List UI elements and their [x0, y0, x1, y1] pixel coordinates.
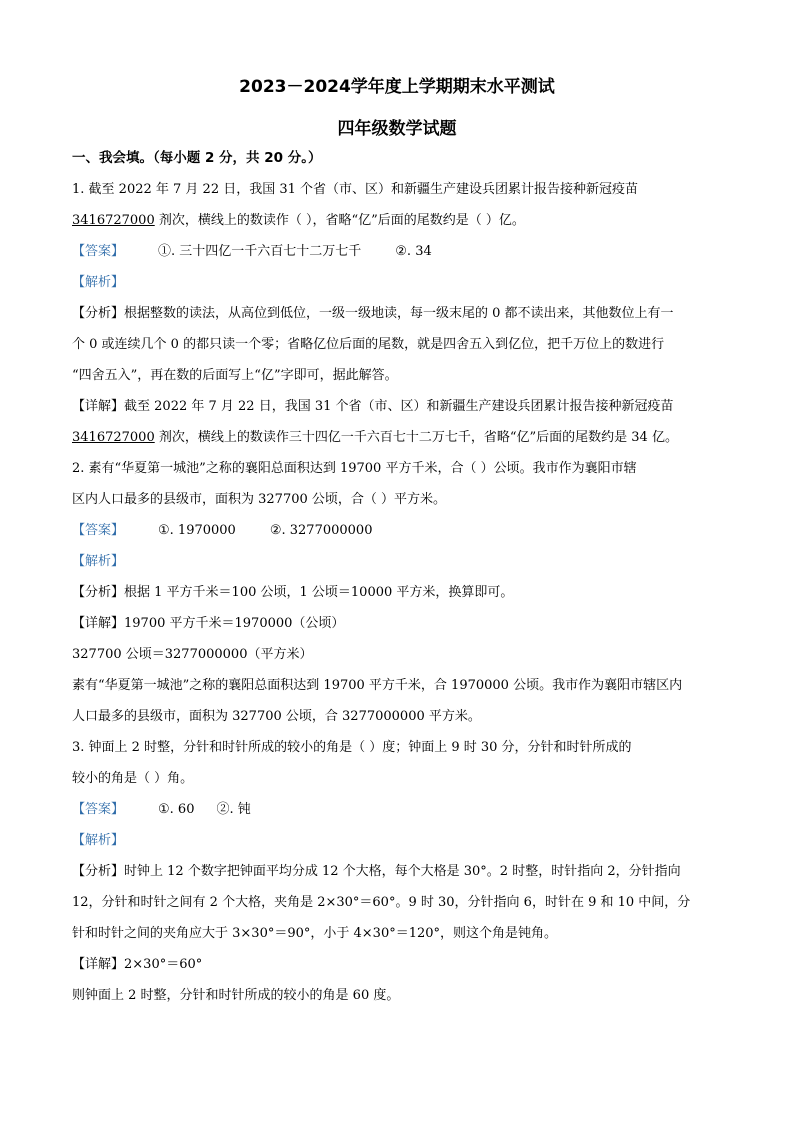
q1-detail-line1 [72, 391, 722, 422]
q1-detail-text1: 截至 2022 年 7 月 22 日，我国 31 个省（市、区）和新疆生产建设兵团累计报告接种新冠疫苗 [124, 399, 674, 414]
fenxi-tag: 【分析】 [72, 864, 125, 879]
q2-answer-1: ①. 1970000 [158, 523, 236, 538]
document-body [72, 143, 722, 1011]
q3-detail-line2: 则钟面上 2 时整，分针和时针所成的较小的角是 60 度。 [72, 988, 400, 1003]
q2-stem-line2: 区内人口最多的县级市，面积为 327700 公顷，合（ ）平方米。 [72, 492, 447, 507]
q2-detail-line2: 327700 公顷＝3277000000（平方米） [72, 647, 313, 662]
document-subtitle: 四年级数学试题 [337, 119, 457, 139]
q1-answer-2: ②. 34 [395, 244, 432, 259]
q1-fenxi-line3: “四舍五入”，再在数的后面写上“亿”字即可，据此解答。 [72, 368, 398, 383]
q3-answer-2: ②. 钝 [216, 802, 251, 817]
q2-fenxi-line1 [72, 577, 722, 608]
q2-answer [72, 515, 722, 546]
q1-stem-line1: 1. 截至 2022 年 7 月 22 日，我国 31 个省（市、区）和新疆生产建设兵团累计报告接种新冠疫苗 [72, 182, 639, 197]
q3-detail-text1: 2×30°＝60° [124, 957, 203, 972]
answer-tag: 【答案】 [72, 802, 125, 817]
q1-answer-1: ①. 三十四亿一千六百七十二万七千 [158, 244, 362, 259]
q3-detail-line1 [72, 949, 722, 980]
q1-detail-line2 [72, 422, 722, 453]
q3-fenxi-line3: 针和时针之间的夹角应大于 3×30°＝90°，小于 4×30°＝120°，则这个角是钝角。 [72, 926, 558, 941]
q3-stem-line2: 较小的角是（ ）角。 [72, 771, 194, 786]
section-heading: 一、我会填。（每小题 2 分，共 20 分。） [72, 150, 322, 166]
fenxi-tag: 【分析】 [72, 585, 125, 600]
q1-fenxi-line1 [72, 298, 722, 329]
q1-detail-rest: 剂次，横线上的数读作三十四亿一千六百七十二万七千，省略“亿”后面的尾数约是 34 亿。 [154, 430, 678, 445]
q1-stem-rest: 剂次，横线上的数读作（ ），省略“亿”后面的尾数约是（ ）亿。 [154, 213, 525, 228]
q3-stem-line1: 3. 钟面上 2 时整，分针和时针所成的较小的角是（ ）度；钟面上 9 时 30 分，分针和时针所成的 [72, 740, 632, 755]
detail-tag: 【详解】 [72, 957, 125, 972]
q2-analysis-tag: 【解析】 [72, 554, 125, 569]
detail-tag: 【详解】 [72, 616, 125, 631]
q1-answer [72, 236, 722, 267]
q2-fenxi-text1: 根据 1 平方千米＝100 公顷，1 公顷＝10000 平方米，换算即可。 [124, 585, 514, 600]
q2-detail-line1 [72, 608, 722, 639]
q1-detail-number: 3416727000 [72, 430, 155, 445]
q2-answer-2: ②. 3277000000 [269, 523, 373, 538]
q3-fenxi-line2: 12，分针和时针之间有 2 个大格，夹角是 2×30°＝60°。9 时 30，分针指向 6，时针在 9 和 10 中间，分 [72, 895, 691, 910]
q2-detail-text1: 19700 平方千米＝1970000（公顷） [124, 616, 345, 631]
q1-analysis-tag: 【解析】 [72, 275, 125, 290]
q3-fenxi-line1 [72, 856, 722, 887]
q1-fenxi-text1: 根据整数的读法，从高位到低位，一级一级地读，每一级末尾的 0 都不读出来，其他数位上有一 [124, 306, 674, 321]
answer-tag: 【答案】 [72, 244, 125, 259]
q2-detail-line3: 素有“华夏第一城池”之称的襄阳总面积达到 19700 平方千米，合 1970000 公顷。我市作为襄阳市辖区内 [72, 678, 683, 693]
q1-number: 3416727000 [72, 213, 155, 228]
q3-fenxi-text1: 时钟上 12 个数字把钟面平均分成 12 个大格，每个大格是 30°。2 时整，时针指向 2，分针指向 [124, 864, 681, 879]
q3-analysis-tag: 【解析】 [72, 833, 125, 848]
q2-detail-line4: 人口最多的县级市，面积为 327700 公顷，合 3277000000 平方米。 [72, 709, 481, 724]
q1-fenxi-line2: 个 0 或连续几个 0 的都只读一个零；省略亿位后面的尾数，就是四舍五入到亿位，把千万位上的数进行 [72, 337, 665, 352]
fenxi-tag: 【分析】 [72, 306, 125, 321]
q3-answer [72, 794, 722, 825]
q1-stem-line2 [72, 205, 722, 236]
q2-stem-line1: 2. 素有“华夏第一城池”之称的襄阳总面积达到 19700 平方千米，合（ ）公顷。我市作为襄阳市辖 [72, 461, 637, 476]
answer-tag: 【答案】 [72, 523, 125, 538]
detail-tag: 【详解】 [72, 399, 125, 414]
q3-answer-1: ①. 60 [158, 802, 195, 817]
document-title: 2023－2024学年度上学期期末水平测试 [239, 77, 555, 97]
